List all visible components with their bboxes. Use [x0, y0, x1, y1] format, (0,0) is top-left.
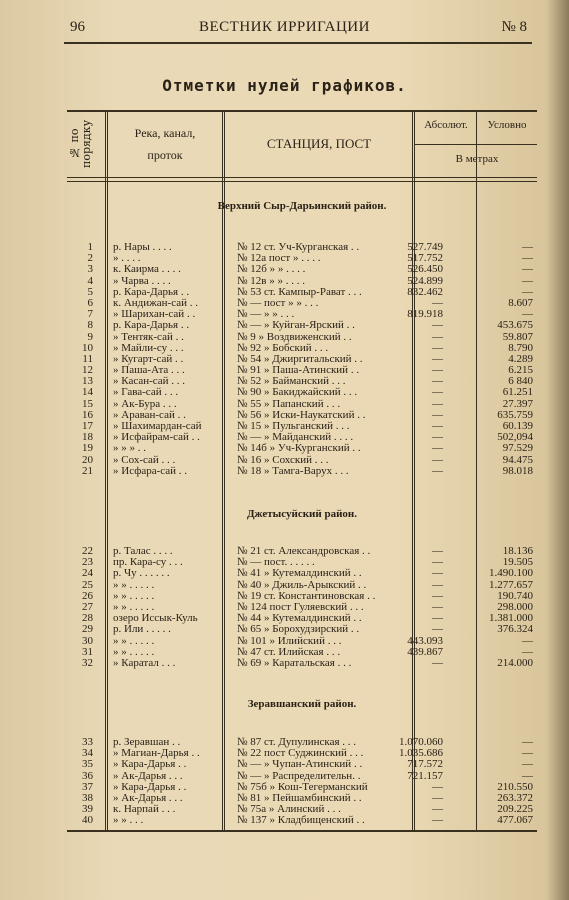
- header-units: В метрах: [455, 153, 499, 165]
- conditional-value: 1.277.657: [489, 578, 533, 591]
- table-row: [67, 658, 537, 669]
- absolute-value: —: [432, 397, 443, 410]
- river-name: » » . . . . .: [113, 646, 155, 658]
- absolute-value: 443.093: [407, 634, 443, 647]
- section-title: Зеравшанский район.: [247, 698, 357, 710]
- absolute-value: —: [432, 612, 443, 625]
- table-row: [67, 320, 537, 331]
- absolute-value: 832.462: [407, 285, 443, 298]
- table-row: [67, 636, 537, 647]
- station-name: № 87 ст. Дупулинская . . .: [237, 737, 357, 748]
- units-divider: [415, 144, 537, 145]
- row-number: 27: [82, 600, 93, 613]
- absolute-value: —: [432, 464, 443, 477]
- conditional-value: —: [522, 308, 533, 321]
- absolute-value: 524.899: [407, 274, 443, 287]
- river-name: р. Нары . . . .: [113, 242, 172, 253]
- river-name: озеро Иссык-Куль: [113, 613, 198, 625]
- table-row: [67, 580, 537, 591]
- river-name: к. Каирма . . . .: [113, 264, 181, 276]
- river-name: » Шарихан-сай . .: [113, 309, 196, 321]
- row-number: 7: [87, 308, 93, 321]
- row-number: 36: [82, 769, 93, 782]
- table-row: [67, 748, 537, 759]
- station-name: № 12б » » . . . .: [237, 264, 306, 276]
- river-name: » Магиан-Дарья . .: [113, 748, 200, 760]
- table-row: [67, 568, 537, 579]
- table-row: [67, 432, 537, 443]
- river-name: » » . . .: [113, 815, 144, 827]
- section-rows: [67, 546, 537, 669]
- conditional-value: 97.529: [502, 442, 533, 455]
- conditional-value: 263.372: [497, 791, 533, 804]
- row-number: 22: [82, 545, 93, 557]
- absolute-value: —: [432, 623, 443, 636]
- absolute-value: —: [432, 545, 443, 557]
- station-name: № 91 » Паша-Атинский . .: [237, 365, 360, 377]
- river-name: пр. Кара-су . . .: [113, 557, 183, 569]
- absolute-value: —: [432, 319, 443, 332]
- absolute-value: 527.749: [407, 241, 443, 253]
- absolute-value: —: [432, 453, 443, 466]
- table-row: [67, 332, 537, 343]
- conditional-value: 210.550: [497, 780, 533, 793]
- absolute-value: 717.572: [407, 758, 443, 771]
- station-name: № 75б » Кош-Тегерманский: [237, 781, 368, 793]
- river-name: » Касан-сай . . .: [113, 376, 186, 388]
- conditional-value: 6.215: [508, 364, 533, 377]
- conditional-value: 477.067: [497, 814, 533, 827]
- station-name: № 18 » Тамга-Варух . . .: [237, 465, 349, 477]
- river-name: » Чарва . . . .: [113, 275, 171, 287]
- row-number: 21: [82, 464, 93, 477]
- station-name: № 101 » Илийский . . .: [237, 635, 342, 647]
- header-conditional: Условно: [487, 119, 527, 131]
- absolute-value: —: [432, 386, 443, 399]
- conditional-value: 18.136: [502, 545, 533, 557]
- table-top-border: [67, 110, 537, 112]
- conditional-value: 27.397: [502, 397, 533, 410]
- row-number: 39: [82, 803, 93, 816]
- conditional-value: 94.475: [502, 453, 533, 466]
- station-name: № — » Куйган-Ярский . .: [237, 320, 355, 332]
- station-name: № 9 » Воздвиженский . .: [237, 331, 352, 343]
- river-name: р. Талас . . . .: [113, 546, 173, 557]
- row-number: 19: [82, 442, 93, 455]
- absolute-value: 439.867: [407, 645, 443, 658]
- river-name: » Майли-су . . .: [113, 342, 184, 354]
- row-number: 10: [82, 341, 93, 354]
- conditional-value: 61.251: [502, 386, 533, 399]
- river-name: » » . . . . .: [113, 635, 155, 647]
- station-name: № 40 » Джиль-Арыкский . .: [237, 579, 367, 591]
- row-number: 15: [82, 397, 93, 410]
- row-number: 30: [82, 634, 93, 647]
- absolute-value: —: [432, 600, 443, 613]
- conditional-value: 502,094: [497, 431, 533, 444]
- station-name: № 69 » Каратальская . . .: [237, 657, 352, 669]
- row-number: 3: [87, 263, 93, 276]
- header-bottom-border: [67, 177, 537, 182]
- row-number: 16: [82, 408, 93, 421]
- absolute-value: 517.752: [407, 252, 443, 265]
- absolute-value: —: [432, 352, 443, 365]
- river-name: » Тентяк-сай . .: [113, 331, 184, 343]
- river-name: » Кара-Дарья . .: [113, 759, 187, 771]
- conditional-value: —: [522, 285, 533, 298]
- station-name: № 12 ст. Уч-Курганская . .: [237, 242, 360, 253]
- table-row: [67, 410, 537, 421]
- absolute-value: 526.450: [407, 263, 443, 276]
- section-title: Верхний Сыр-Дарьинский район.: [217, 200, 387, 212]
- river-name: » Паша-Ата . . .: [113, 365, 185, 377]
- table-row: [67, 376, 537, 387]
- conditional-value: 214.000: [497, 656, 533, 669]
- row-number: 25: [82, 578, 93, 591]
- table-row: [67, 443, 537, 454]
- conditional-value: 190.740: [497, 589, 533, 602]
- row-number: 20: [82, 453, 93, 466]
- station-name: № 16 » Сохский . . .: [237, 454, 329, 466]
- absolute-value: 1.035.686: [399, 747, 443, 760]
- conditional-value: —: [522, 274, 533, 287]
- conditional-value: —: [522, 252, 533, 265]
- row-number: 2: [87, 252, 93, 265]
- row-number: 18: [82, 431, 93, 444]
- station-name: № 22 пост Суджинский . . .: [237, 748, 364, 760]
- conditional-value: 60.139: [502, 420, 533, 432]
- header-river: Река, канал,: [134, 126, 196, 140]
- station-name: № 19 ст. Константиновская . .: [237, 590, 376, 602]
- river-name: р. Или . . . . .: [113, 624, 171, 636]
- station-name: № — пост. . . . . .: [237, 557, 315, 569]
- station-name: № 44 » Кутемалдинский . .: [237, 613, 362, 625]
- table-row: [67, 298, 537, 309]
- table-row: [67, 624, 537, 635]
- table-row: [67, 276, 537, 287]
- river-name: » Сох-сай . . .: [113, 454, 176, 466]
- absolute-value: —: [432, 431, 443, 444]
- row-number: 8: [87, 319, 93, 332]
- station-name: № 53 ст. Кампыр-Рават . . .: [237, 286, 362, 298]
- absolute-value: —: [432, 814, 443, 827]
- row-number: 5: [87, 285, 93, 298]
- absolute-value: 721.157: [407, 769, 443, 782]
- table-row: [67, 815, 537, 826]
- station-name: № 75а » Алинский . . .: [237, 804, 341, 816]
- conditional-value: 1.490.100: [489, 567, 533, 580]
- row-number: 12: [82, 364, 93, 377]
- header-absolute: Абсолют.: [424, 119, 468, 131]
- issue-number: № 8: [501, 19, 527, 35]
- conditional-value: —: [522, 769, 533, 782]
- river-name: к. Андижан-сай . .: [113, 297, 198, 309]
- header-rule: [64, 42, 532, 44]
- table-row: [67, 557, 537, 568]
- row-number: 13: [82, 375, 93, 388]
- station-name: № 92 » Бобский . . .: [237, 342, 329, 354]
- conditional-value: —: [522, 645, 533, 658]
- conditional-value: 453.675: [497, 319, 533, 332]
- table-title: Отметки нулей графиков.: [162, 76, 407, 95]
- conditional-value: 8.607: [508, 296, 533, 309]
- station-name: № 21 ст. Александровская . .: [237, 546, 371, 557]
- row-number: 11: [82, 352, 93, 365]
- station-name: № 15 » Пульганский . . .: [237, 421, 350, 432]
- river-name: » Исфара-сай . .: [113, 465, 188, 477]
- row-number: 26: [82, 589, 93, 602]
- river-name: » » . . . . .: [113, 601, 155, 613]
- station-name: № 81 » Пейшамбинский . .: [237, 792, 362, 804]
- conditional-value: —: [522, 263, 533, 276]
- conditional-value: 376.324: [497, 623, 533, 636]
- conditional-value: 98.018: [502, 464, 533, 477]
- table-row: [67, 343, 537, 354]
- absolute-value: —: [432, 791, 443, 804]
- river-name: » » » . .: [113, 443, 146, 455]
- absolute-value: —: [432, 780, 443, 793]
- conditional-value: 59.807: [502, 330, 533, 343]
- river-name: » Каратал . . .: [113, 657, 176, 669]
- row-number: 33: [82, 736, 93, 748]
- station-name: № 65 » Борохудзирский . .: [237, 624, 360, 636]
- river-name: » Исфайрам-сай . .: [113, 432, 200, 444]
- section-rows: [67, 737, 537, 827]
- conditional-value: —: [522, 634, 533, 647]
- station-name: № — » Чупан-Атинский . .: [237, 759, 363, 771]
- station-name: № 90 » Бакиджайский . . .: [237, 387, 358, 399]
- table-row: [67, 455, 537, 466]
- header-number: № по порядку: [68, 119, 93, 169]
- station-name: № 54 » Джиргитальский . .: [237, 353, 363, 365]
- table-row: [67, 354, 537, 365]
- table-row: [67, 264, 537, 275]
- row-number: 32: [82, 656, 93, 669]
- table-row: [67, 737, 537, 748]
- row-number: 4: [87, 274, 93, 287]
- page-number: 96: [70, 19, 85, 35]
- absolute-value: —: [432, 556, 443, 569]
- station-name: № — » Распределительн. .: [237, 770, 361, 782]
- table-row: [67, 602, 537, 613]
- table-row: [67, 242, 537, 253]
- river-name: » » . . . . .: [113, 579, 155, 591]
- station-name: № — пост » » . . .: [237, 297, 319, 309]
- absolute-value: —: [432, 408, 443, 421]
- conditional-value: —: [522, 758, 533, 771]
- river-name: р. Кара-Дарья . .: [113, 286, 190, 298]
- absolute-value: —: [432, 375, 443, 388]
- journal-title: ВЕСТНИК ИРРИГАЦИИ: [199, 19, 370, 35]
- table-row: [67, 365, 537, 376]
- row-number: 23: [82, 556, 93, 569]
- table-row: [67, 771, 537, 782]
- station-name: № 124 пост Гуляевский . . .: [237, 601, 364, 613]
- station-name: № 137 » Кладбищенский . .: [237, 815, 365, 827]
- conditional-value: —: [522, 747, 533, 760]
- table-row: [67, 804, 537, 815]
- station-name: № 47 ст. Илийская . . .: [237, 646, 341, 658]
- running-header: [0, 19, 569, 43]
- conditional-value: 298.000: [497, 600, 533, 613]
- absolute-value: —: [432, 578, 443, 591]
- table-row: [67, 421, 537, 432]
- absolute-value: —: [432, 656, 443, 669]
- station-name: № 52 » Байманский . . .: [237, 376, 346, 388]
- row-number: 38: [82, 791, 93, 804]
- station-name: № — » Майданский . . . .: [237, 432, 354, 444]
- absolute-value: —: [432, 364, 443, 377]
- section-title: Джетысуйский район.: [246, 508, 358, 520]
- river-name: » Кара-Дарья . .: [113, 781, 187, 793]
- row-number: 14: [82, 386, 93, 399]
- absolute-value: —: [432, 803, 443, 816]
- station-name: № 12в » » . . . .: [237, 275, 305, 287]
- row-number: 24: [82, 567, 93, 580]
- header-river-2: проток: [147, 148, 183, 162]
- river-name: р. Чу . . . . . .: [113, 568, 170, 580]
- table-row: [67, 287, 537, 298]
- river-name: к. Нарпай . . .: [113, 804, 176, 816]
- conditional-value: 209.225: [497, 803, 533, 816]
- absolute-value: —: [432, 567, 443, 580]
- absolute-value: —: [432, 341, 443, 354]
- conditional-value: 8.790: [508, 341, 533, 354]
- row-number: 9: [87, 330, 93, 343]
- absolute-value: 1.070.060: [399, 736, 443, 748]
- row-number: 37: [82, 780, 93, 793]
- river-name: » Ак-Бура . . .: [113, 398, 177, 410]
- absolute-value: 819.918: [407, 308, 443, 321]
- conditional-value: 635.759: [497, 408, 533, 421]
- conditional-value: —: [522, 736, 533, 748]
- table-row: [67, 793, 537, 804]
- table-row: [67, 759, 537, 770]
- row-number: 40: [82, 814, 93, 827]
- river-name: » Гава-сай . . .: [113, 387, 179, 399]
- table-row: [67, 546, 537, 557]
- river-name: р. Зеравшан . .: [113, 737, 181, 748]
- row-number: 28: [82, 612, 93, 625]
- table-row: [67, 782, 537, 793]
- station-name: № 56 » Иски-Наукатский . .: [237, 409, 366, 421]
- header-station: СТАНЦИЯ, ПОСТ: [266, 136, 372, 151]
- table-row: [67, 399, 537, 410]
- absolute-value: —: [432, 589, 443, 602]
- station-name: № 55 » Папанский . . .: [237, 398, 341, 410]
- table-row: [67, 613, 537, 624]
- row-number: 35: [82, 758, 93, 771]
- river-name: » Араван-сай . .: [113, 409, 186, 421]
- station-name: № — » » . . .: [237, 309, 295, 321]
- river-name: » Кугарт-сай . .: [113, 353, 184, 365]
- table-bottom-border: [67, 830, 537, 832]
- river-name: » Шахимардан-сай: [113, 421, 202, 432]
- absolute-value: —: [432, 420, 443, 432]
- river-name: р. Кара-Дарья . .: [113, 320, 190, 332]
- river-name: » » . . . . .: [113, 590, 155, 602]
- absolute-value: —: [432, 442, 443, 455]
- conditional-value: 4.289: [508, 352, 533, 365]
- row-number: 34: [82, 747, 93, 760]
- table-row: [67, 591, 537, 602]
- river-name: » Ак-Дарья . . .: [113, 770, 183, 782]
- section-rows: [67, 242, 537, 477]
- row-number: 29: [82, 623, 93, 636]
- row-number: 17: [82, 420, 93, 432]
- conditional-value: —: [522, 241, 533, 253]
- table-row: [67, 253, 537, 264]
- row-number: 6: [87, 296, 93, 309]
- conditional-value: 6 840: [508, 375, 533, 388]
- conditional-value: 19.505: [502, 556, 533, 569]
- absolute-value: —: [432, 296, 443, 309]
- station-name: № 12а пост » . . . .: [237, 253, 321, 265]
- row-number: 1: [87, 241, 93, 253]
- station-name: № 41 » Кутемалдинский . .: [237, 568, 362, 580]
- table-row: [67, 466, 537, 477]
- river-name: » Ак-Дарья . . .: [113, 792, 183, 804]
- station-name: № 14б » Уч-Курганский . .: [237, 443, 361, 455]
- conditional-value: 1.381.000: [489, 612, 533, 625]
- row-number: 31: [82, 645, 93, 658]
- river-name: » . . . .: [113, 253, 141, 265]
- absolute-value: —: [432, 330, 443, 343]
- table-row: [67, 309, 537, 320]
- table-row: [67, 647, 537, 658]
- table-row: [67, 387, 537, 398]
